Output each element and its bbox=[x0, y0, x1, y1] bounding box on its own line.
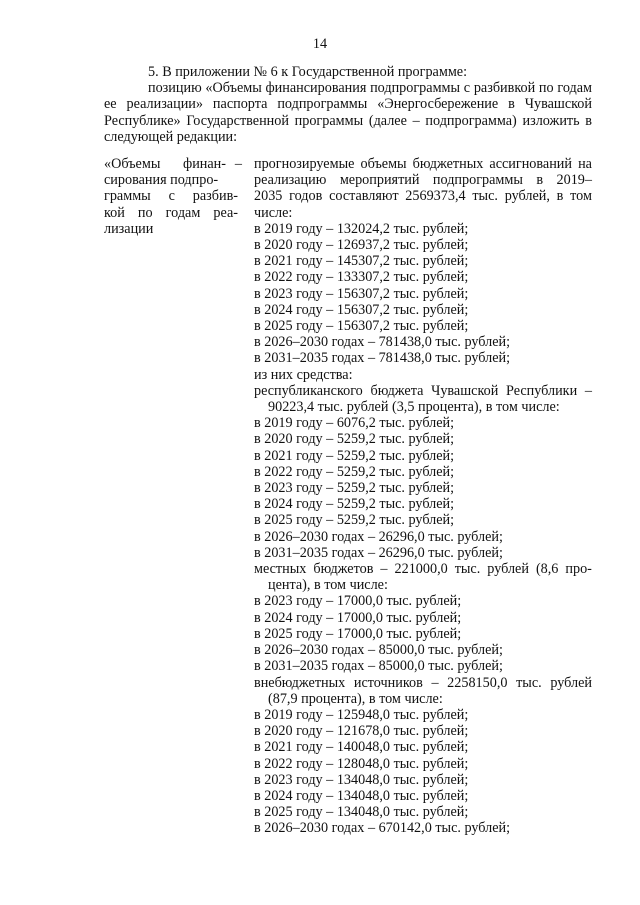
word: внебюджетных bbox=[254, 674, 346, 691]
left-line-3 bbox=[104, 188, 238, 204]
year-allocation-line: в 2021 году – 5259,2 тыс. рублей; bbox=[254, 447, 455, 464]
year-allocation-line: в 2026–2030 годах – 85000,0 тыс. рублей; bbox=[254, 642, 503, 659]
left-word: сирования подпро- bbox=[104, 172, 219, 189]
year-allocation-line: в 2026–2030 годах – 670142,0 тыс. рублей; bbox=[254, 820, 511, 837]
year-allocation-line: в 2026–2030 годах – 781438,0 тыс. рублей; bbox=[254, 334, 511, 351]
word: тыс. bbox=[472, 188, 498, 205]
justified-line bbox=[254, 188, 592, 204]
justified-line bbox=[254, 172, 592, 188]
word: составляют bbox=[329, 188, 399, 205]
republican-years-list bbox=[254, 415, 592, 561]
year-allocation-line: в 2020 году – 126937,2 тыс. рублей; bbox=[254, 237, 469, 254]
left-word: «Объемы bbox=[104, 156, 161, 172]
text-line: из них средства: bbox=[254, 366, 353, 383]
justified-line bbox=[254, 675, 592, 691]
word: – bbox=[431, 674, 439, 691]
year-allocation-line: в 2025 году – 156307,2 тыс. рублей; bbox=[254, 318, 469, 335]
left-line-2 bbox=[104, 172, 238, 188]
year-allocation-line: в 2024 году – 156307,2 тыс. рублей; bbox=[254, 301, 469, 318]
year-allocation-line: в 2021 году – 140048,0 тыс. рублей; bbox=[254, 739, 469, 756]
word: тыс. bbox=[454, 561, 481, 578]
word: (8,6 bbox=[535, 561, 559, 578]
justified-line bbox=[254, 561, 592, 577]
word: – bbox=[584, 382, 592, 399]
year-allocation-line: в 2025 году – 134048,0 тыс. рублей; bbox=[254, 804, 469, 821]
word: Чувашской bbox=[431, 382, 499, 399]
year-allocation-line: в 2031–2035 годах – 26296,0 тыс. рублей; bbox=[254, 544, 503, 561]
word: 2035 bbox=[254, 188, 283, 205]
year-allocation-line: в 2024 году – 17000,0 тыс. рублей; bbox=[254, 609, 462, 626]
left-word: лизации bbox=[104, 220, 154, 237]
year-allocation-line: в 2025 году – 17000,0 тыс. рублей; bbox=[254, 625, 462, 642]
year-allocation-line: в 2020 году – 5259,2 тыс. рублей; bbox=[254, 431, 455, 448]
amendment-paragraph: позицию «Объемы финансирования подпрограммы с разбивкой по годам ее реализации» паспорта подпрограммы «Энергосбережение в Чувашской Республике» Государственной программы (далее – подпрограмма) изложить в следующей редакции: bbox=[104, 80, 592, 145]
intro-section bbox=[104, 64, 592, 145]
year-allocation-line: в 2022 году – 133307,2 тыс. рублей; bbox=[254, 269, 469, 286]
word: республиканского bbox=[254, 382, 363, 399]
left-word: годам bbox=[165, 204, 201, 221]
word: 2258150,0 bbox=[447, 674, 508, 691]
word: рублей, bbox=[504, 188, 550, 205]
year-allocation-line: в 2024 году – 134048,0 тыс. рублей; bbox=[254, 787, 469, 804]
position-name-cell bbox=[104, 156, 238, 237]
left-line-4 bbox=[104, 205, 238, 221]
year-allocation-line: в 2031–2035 годах – 781438,0 тыс. рублей; bbox=[254, 350, 511, 367]
year-allocation-line: в 2023 году – 156307,2 тыс. рублей; bbox=[254, 285, 469, 302]
left-word: с bbox=[168, 188, 175, 205]
word: Республики bbox=[506, 382, 578, 399]
word: бюджетных bbox=[412, 156, 484, 172]
word: рублей bbox=[550, 674, 592, 691]
word: 2569373,4 bbox=[405, 188, 466, 205]
word: бюджетов bbox=[313, 561, 374, 578]
year-allocation-line: в 2022 году – 128048,0 тыс. рублей; bbox=[254, 755, 469, 772]
year-allocation-line: в 2026–2030 годах – 26296,0 тыс. рублей; bbox=[254, 528, 503, 545]
justified-line bbox=[254, 383, 592, 399]
word: источников bbox=[353, 674, 423, 691]
total-years-list bbox=[254, 221, 592, 367]
word: объемы bbox=[360, 156, 407, 172]
left-line-5 bbox=[104, 221, 238, 237]
word: ассигнований bbox=[489, 156, 572, 172]
year-allocation-line: в 2031–2035 годах – 85000,0 тыс. рублей; bbox=[254, 658, 503, 675]
text-line: (87,9 процента), в том числе: bbox=[268, 690, 443, 707]
year-allocation-line: в 2021 году – 145307,2 тыс. рублей; bbox=[254, 253, 469, 270]
word: – bbox=[380, 561, 388, 578]
word: в bbox=[556, 188, 564, 205]
left-word: разбив- bbox=[192, 188, 238, 205]
text-line: 90223,4 тыс. рублей (3,5 процента), в том числе: bbox=[268, 399, 560, 416]
word: местных bbox=[254, 561, 307, 578]
year-allocation-line: в 2023 году – 17000,0 тыс. рублей; bbox=[254, 593, 462, 610]
separator-dash: – bbox=[234, 156, 242, 172]
word: тыс. bbox=[516, 674, 542, 691]
local-years-list bbox=[254, 593, 592, 674]
left-word: кой bbox=[104, 204, 125, 221]
word: годов bbox=[289, 188, 323, 205]
text-line: цента), в том числе: bbox=[268, 577, 388, 594]
word: рублей bbox=[487, 561, 529, 578]
left-word: реа- bbox=[213, 204, 238, 221]
year-allocation-line: в 2025 году – 5259,2 тыс. рублей; bbox=[254, 512, 455, 529]
year-allocation-line: в 2023 году – 134048,0 тыс. рублей; bbox=[254, 771, 469, 788]
page-number: 14 bbox=[312, 36, 328, 52]
left-word: по bbox=[137, 204, 153, 221]
word: реализацию bbox=[254, 172, 327, 189]
justified-line bbox=[254, 156, 592, 172]
word: бюджета bbox=[370, 382, 424, 399]
year-allocation-line: в 2020 году – 121678,0 тыс. рублей; bbox=[254, 723, 469, 740]
word: мероприятий bbox=[339, 172, 420, 189]
word: том bbox=[570, 188, 592, 205]
amendment-heading: 5. В приложении № 6 к Государственной программе: bbox=[148, 64, 468, 80]
word: на bbox=[578, 156, 592, 172]
year-allocation-line: в 2023 году – 5259,2 тыс. рублей; bbox=[254, 480, 455, 497]
year-allocation-line: в 2024 году – 5259,2 тыс. рублей; bbox=[254, 496, 455, 513]
text-line: числе: bbox=[254, 204, 293, 221]
word: подпрограммы bbox=[432, 172, 523, 189]
year-allocation-line: в 2019 году – 125948,0 тыс. рублей; bbox=[254, 706, 469, 723]
financing-details-cell bbox=[254, 156, 592, 837]
left-word: граммы bbox=[104, 188, 151, 205]
left-word: финан- bbox=[183, 156, 226, 172]
word: 2019– bbox=[556, 172, 592, 189]
word: прогнозируемые bbox=[254, 156, 355, 172]
word: 221000,0 bbox=[394, 561, 448, 578]
year-allocation-line: в 2019 году – 6076,2 тыс. рублей; bbox=[254, 415, 455, 432]
extrabudgetary-years-list bbox=[254, 707, 592, 837]
word: про- bbox=[565, 561, 592, 578]
word: в bbox=[536, 172, 544, 189]
left-line-1 bbox=[104, 156, 226, 172]
year-allocation-line: в 2019 году – 132024,2 тыс. рублей; bbox=[254, 220, 469, 237]
year-allocation-line: в 2022 году – 5259,2 тыс. рублей; bbox=[254, 463, 455, 480]
